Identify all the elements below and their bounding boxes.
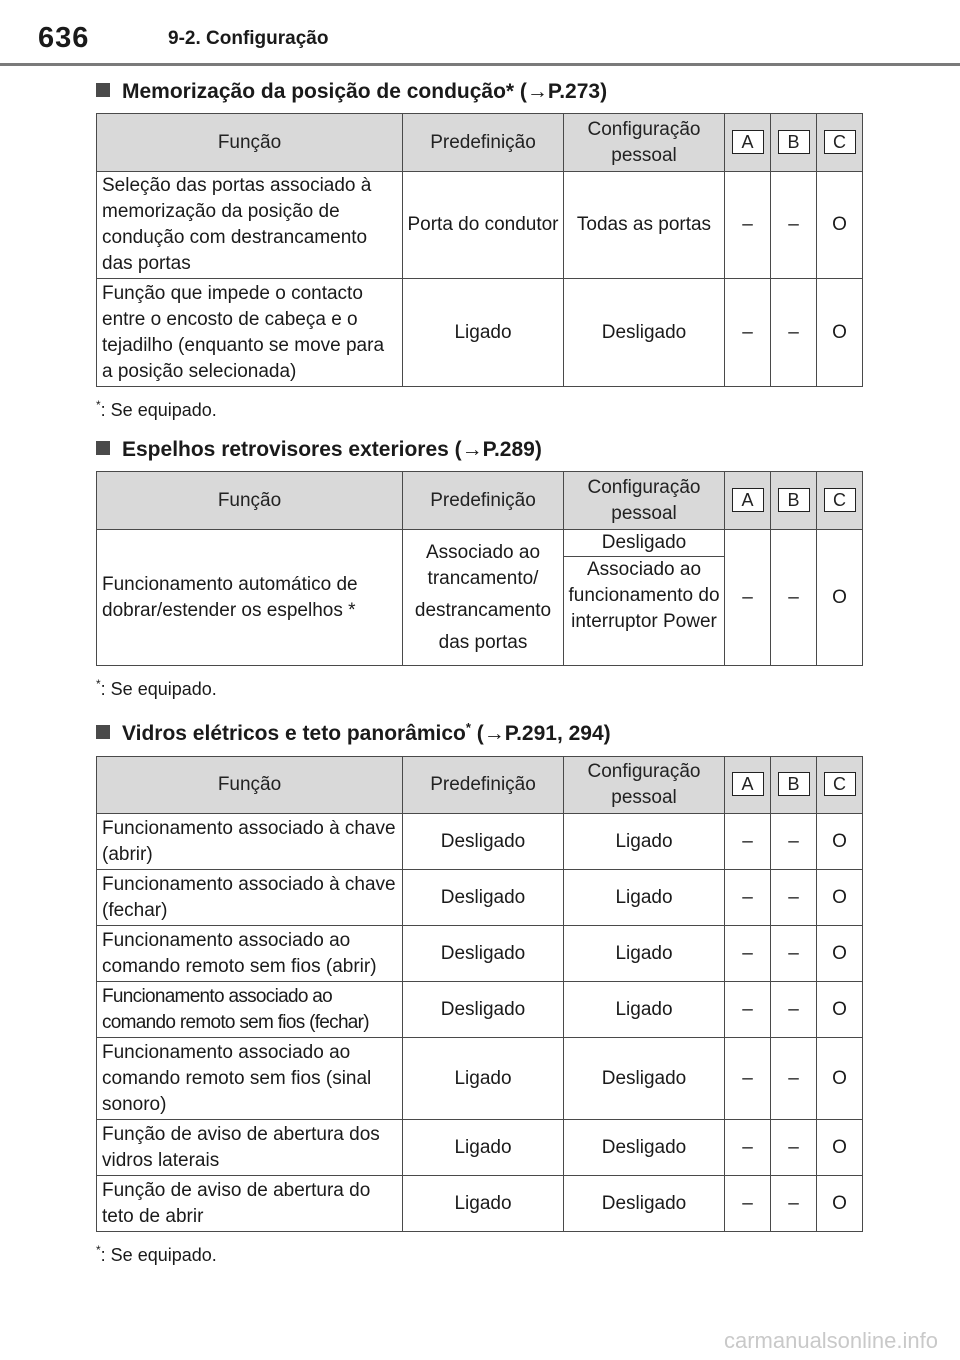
table-row	[97, 279, 863, 387]
table-row	[97, 172, 863, 279]
cell-c: O	[817, 530, 863, 666]
footnote: *: Se equipado.	[96, 677, 217, 699]
cell-custom: Desligado Associado ao funcionamento do interruptor Power	[564, 530, 725, 666]
table-header-row	[97, 757, 863, 814]
col-custom: Configuração pessoal	[564, 757, 725, 814]
cell-c: O	[817, 926, 863, 982]
col-default: Predefinição	[403, 472, 564, 530]
cell-custom: Ligado	[564, 982, 725, 1038]
cell-c: O	[817, 1120, 863, 1176]
cell-a: –	[725, 814, 771, 870]
cell-default: Ligado	[403, 1120, 564, 1176]
section-heading-mirrors: Espelhos retrovisores exteriores (→P.289)	[96, 438, 542, 462]
col-default: Predefinição	[403, 757, 564, 814]
cell-c: O	[817, 1038, 863, 1120]
square-bullet-icon	[96, 83, 110, 97]
cell-a: –	[725, 982, 771, 1038]
cell-b: –	[771, 926, 817, 982]
cell-func: Função de aviso de abertura do teto de abrir	[97, 1176, 403, 1232]
cell-default: Desligado	[403, 870, 564, 926]
square-bullet-icon	[96, 441, 110, 455]
col-custom: Configuração pessoal	[564, 472, 725, 530]
table-mirrors	[96, 471, 863, 666]
cell-custom: Desligado	[564, 1176, 725, 1232]
col-func: Função	[97, 114, 403, 172]
cell-func: Funcionamento associado ao comando remoto sem fios (sinal sonoro)	[97, 1038, 403, 1120]
cell-c: O	[817, 1176, 863, 1232]
section-heading-driving-position: Memorização da posição de condução* (→P.273)	[96, 80, 607, 104]
col-custom: Configuração pessoal	[564, 114, 725, 172]
footnote: *: Se equipado.	[96, 398, 217, 420]
cell-default: Ligado	[403, 1038, 564, 1120]
table-row	[97, 530, 863, 666]
footnote: *: Se equipado.	[96, 1243, 217, 1265]
cell-a: –	[725, 1120, 771, 1176]
cell-func: Funcionamento associado ao comando remoto sem fios (fechar)	[97, 982, 403, 1038]
section-label: 9-2. Configuração	[168, 28, 329, 49]
cell-c: O	[817, 870, 863, 926]
col-func: Função	[97, 757, 403, 814]
table-row	[97, 1120, 863, 1176]
table-row	[97, 926, 863, 982]
col-func: Função	[97, 472, 403, 530]
table-row	[97, 870, 863, 926]
cell-a: –	[725, 1176, 771, 1232]
page-number: 636	[38, 22, 90, 54]
watermark: carmanualsonline.info	[723, 1328, 938, 1353]
cell-b: –	[771, 814, 817, 870]
cell-default: Desligado	[403, 814, 564, 870]
col-a: A	[732, 488, 764, 512]
cell-a: –	[725, 870, 771, 926]
square-bullet-icon	[96, 725, 110, 739]
cell-a: –	[725, 530, 771, 666]
cell-default: Associado ao trancamento/ destrancamento das portas	[403, 530, 564, 666]
cell-default: Desligado	[403, 926, 564, 982]
cell-b: –	[771, 1120, 817, 1176]
table-header-row	[97, 114, 863, 172]
cell-c: O	[817, 814, 863, 870]
cell-c: O	[817, 982, 863, 1038]
table-row	[97, 1176, 863, 1232]
table-row	[97, 814, 863, 870]
cell-a: –	[725, 1038, 771, 1120]
cell-func: Seleção das portas associado à memorização da posição de condução com destrancamento das portas	[97, 172, 403, 279]
cell-b: –	[771, 530, 817, 666]
cell-func: Função que impede o contacto entre o encosto de cabeça e o tejadilho (enquanto se move para a posição selecionada)	[97, 279, 403, 387]
table-header-row	[97, 472, 863, 530]
cell-custom: Desligado	[564, 1038, 725, 1120]
col-default: Predefinição	[403, 114, 564, 172]
cell-default: Porta do condutor	[403, 172, 564, 279]
cell-custom: Todas as portas	[564, 172, 725, 279]
cell-custom: Ligado	[564, 814, 725, 870]
col-b: B	[778, 772, 810, 796]
col-c: C	[824, 488, 856, 512]
cell-func: Funcionamento associado à chave (fechar)	[97, 870, 403, 926]
cell-b: –	[771, 1176, 817, 1232]
col-a: A	[732, 772, 764, 796]
cell-b: –	[771, 279, 817, 387]
cell-default: Ligado	[403, 1176, 564, 1232]
cell-custom: Desligado	[564, 279, 725, 387]
cell-a: –	[725, 172, 771, 279]
cell-custom: Desligado	[564, 1120, 725, 1176]
table-driving-position	[96, 113, 863, 387]
cell-c: O	[817, 172, 863, 279]
cell-c: O	[817, 279, 863, 387]
table-row	[97, 1038, 863, 1120]
col-b: B	[778, 130, 810, 154]
cell-default: Ligado	[403, 279, 564, 387]
cell-b: –	[771, 982, 817, 1038]
cell-b: –	[771, 1038, 817, 1120]
table-row	[97, 982, 863, 1038]
cell-func: Funcionamento automático de dobrar/estender os espelhos *	[97, 530, 403, 666]
table-windows	[96, 756, 863, 1232]
cell-func: Funcionamento associado ao comando remoto sem fios (abrir)	[97, 926, 403, 982]
section-heading-windows: Vidros elétricos e teto panorâmico* (→P.291, 294)	[96, 720, 611, 746]
col-c: C	[824, 772, 856, 796]
header-rule	[0, 63, 960, 66]
col-c: C	[824, 130, 856, 154]
cell-default: Desligado	[403, 982, 564, 1038]
col-b: B	[778, 488, 810, 512]
page-header	[0, 0, 960, 66]
cell-a: –	[725, 279, 771, 387]
cell-b: –	[771, 172, 817, 279]
cell-b: –	[771, 870, 817, 926]
cell-func: Função de aviso de abertura dos vidros laterais	[97, 1120, 403, 1176]
cell-func: Funcionamento associado à chave (abrir)	[97, 814, 403, 870]
cell-custom: Ligado	[564, 926, 725, 982]
cell-a: –	[725, 926, 771, 982]
col-a: A	[732, 130, 764, 154]
cell-custom: Ligado	[564, 870, 725, 926]
